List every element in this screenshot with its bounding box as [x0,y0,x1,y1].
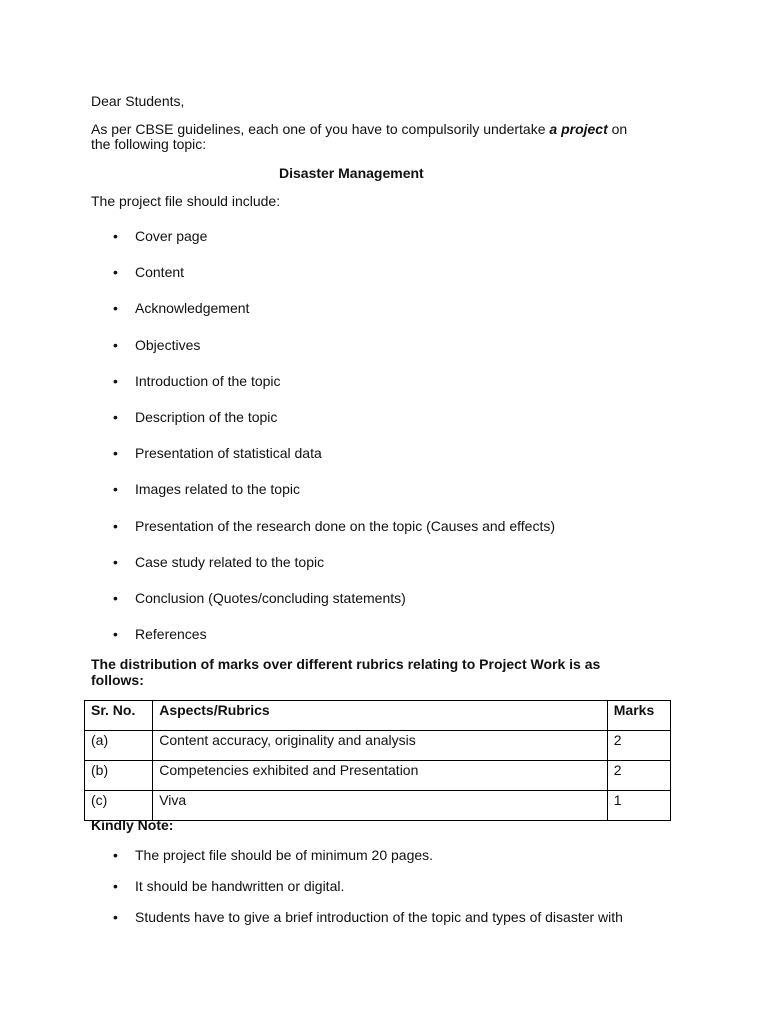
cell-aspect: Content accuracy, originality and analysis [153,731,608,761]
cell-sr-no: (a) [85,731,153,761]
list-item-text: References [135,626,207,643]
rubrics-table [84,700,671,821]
intro-emphasis: a project [549,121,608,137]
header-aspects: Aspects/Rubrics [153,701,608,731]
bullet-icon: • [113,878,118,894]
list-item-text: Presentation of statistical data [135,445,322,462]
bullet-icon: • [113,445,118,462]
list-item-text: Content [135,264,185,281]
cell-sr-no: (c) [85,791,153,821]
bullet-icon: • [113,336,118,353]
list-item-text: Description of the topic [135,408,278,425]
cell-marks: 1 [607,791,670,821]
table-header-row [85,701,671,731]
header-sr-no: Sr. No. [85,701,153,731]
list-item-text: Acknowledgement [135,300,250,317]
bullet-icon: • [113,481,118,498]
distribution-heading-line-1: The distribution of marks over different rubrics relating to Project Work is as [91,656,601,672]
note-heading: Kindly Note: [91,817,174,833]
bullet-icon: • [113,589,118,606]
topic-title: Disaster Management [279,165,424,181]
list-item-text: Cover page [135,228,208,244]
list-item-text: It should be handwritten or digital. [135,878,345,894]
header-marks: Marks [607,701,670,731]
bullet-icon: • [113,264,118,281]
cell-aspect: Viva [153,791,608,821]
intro-text-pre: As per CBSE guidelines, each one of you have to compulsorily undertake [91,121,550,137]
table-row [85,731,671,761]
cell-sr-no: (b) [85,761,153,791]
list-item-text: Images related to the topic [135,481,300,498]
intro-line-1 [91,121,627,137]
cell-aspect: Competencies exhibited and Presentation [153,761,608,791]
bullet-icon: • [113,517,118,534]
list-item-text: Presentation of the research done on the topic (Causes and effects) [135,517,555,534]
intro-text-post: on [607,121,628,137]
include-heading: The project file should include: [91,193,281,209]
list-item-text: The project file should be of minimum 20 pages. [135,847,434,863]
bullet-icon: • [113,909,118,925]
list-item-text: Students have to give a brief introduction of the topic and types of disaster with [135,909,623,925]
table-row [85,761,671,791]
bullet-icon: • [113,372,118,389]
table-row [85,791,671,821]
list-item-text: Conclusion (Quotes/concluding statements) [135,589,406,606]
bullet-icon: • [113,553,118,570]
salutation: Dear Students, [91,93,185,109]
bullet-icon: • [113,228,118,244]
bullet-icon: • [113,847,118,863]
bullet-icon: • [113,300,118,317]
list-item-text: Introduction of the topic [135,372,281,389]
list-item-text: Case study related to the topic [135,553,325,570]
intro-line-2: the following topic: [91,136,207,152]
cell-marks: 2 [607,731,670,761]
distribution-heading-line-2: follows: [91,672,144,688]
list-item-text: Objectives [135,336,201,353]
bullet-icon: • [113,626,118,643]
cell-marks: 2 [607,761,670,791]
bullet-icon: • [113,408,118,425]
